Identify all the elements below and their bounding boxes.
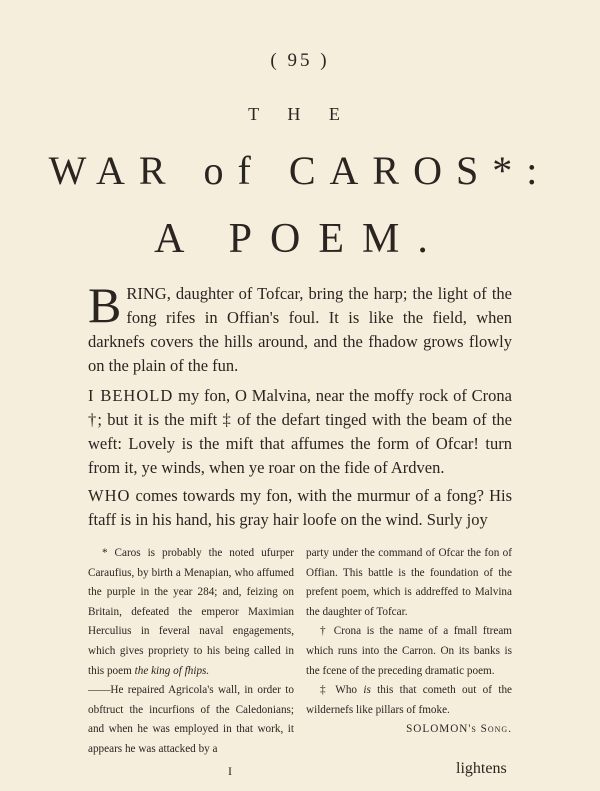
paragraph-3-lead: WHO bbox=[88, 486, 131, 505]
page-number: ( 95 ) bbox=[270, 50, 330, 71]
paragraph-2-text-a: my fon, O Malvina, near the moffy rock of Crona bbox=[173, 386, 512, 405]
paragraph-2-text-c: of the defart tinged with the beam of the weft: Lovely is the mift that affumes the form of Ofcar! turn from it, ye winds, when ye roar on the fide of Ardven. bbox=[88, 410, 512, 477]
poem-title-footnote-mark: *: bbox=[492, 148, 552, 193]
dagger-mark: † bbox=[88, 410, 98, 429]
footnote-mist-a: ‡ Who bbox=[320, 684, 364, 697]
paragraph-2 bbox=[88, 384, 512, 480]
poem-title bbox=[0, 147, 600, 194]
footnote-crona: † Crona is the name of a fmall ftream which runs into the Carron. On its banks is the fcene of the preceding dramatic poem. bbox=[306, 625, 512, 677]
footnotes-left-column bbox=[88, 544, 294, 760]
footnote-caros-end: party under the command of Ofcar the fon of Offian. This battle is the foundation of the prefent poem, which is addreffed to Malvina the daughter of Tofcar. bbox=[306, 547, 512, 618]
paragraph-3 bbox=[88, 484, 512, 532]
drop-cap: B bbox=[88, 277, 122, 333]
double-dagger-mark: ‡ bbox=[222, 410, 232, 429]
paragraph-2-lead: I BEHOLD bbox=[88, 386, 174, 405]
paragraph-1 bbox=[88, 277, 512, 378]
poem-title-text: WAR of CAROS bbox=[48, 148, 493, 193]
signature-mark: I bbox=[228, 764, 232, 778]
footnote-mist-b: this that cometh out of the wildernefs like pillars of fmoke. bbox=[306, 684, 513, 716]
heading-the: T H E bbox=[248, 104, 352, 124]
footnotes bbox=[88, 544, 512, 760]
footnote-citation: SOLOMON's Song. bbox=[406, 723, 512, 736]
paragraph-1-text: RING, daughter of Tofcar, bring the harp; the light of the fong rifes in Offian's foul. It is like the field, when darknefs covers the hills around, and the fhadow grows flowly on the plain of the fun. bbox=[88, 284, 512, 375]
poem-subtitle: A POEM. bbox=[154, 216, 446, 262]
footnote-caros-continued: ——He repaired Agricola's wall, in order to obftruct the incurfions of the Caledonians; and when he was employed in that work, it appears he was attacked by a bbox=[88, 684, 294, 755]
footnote-caros bbox=[88, 544, 294, 681]
footnote-caros-text: * Caros is probably the noted ufurper Caraufius, by birth a Menapian, who affumed the purple in the year 284; and, feizing on Britain, defeated the emperor Maximian Herculius in feveral naval engagements, which gives propriety to his being called in this poem bbox=[88, 547, 294, 677]
footnote-caros-italic: the king of fhips. bbox=[134, 664, 210, 677]
footnotes-right-column bbox=[306, 544, 512, 760]
footnote-mist-italic: is bbox=[363, 684, 371, 697]
paragraph-2-text-b: ; but it is the mift bbox=[97, 410, 223, 429]
footnote-mist bbox=[306, 681, 512, 720]
paragraph-3-text: comes towards my fon, with the murmur of a fong? His ftaff is in his hand, his gray hair loofe on the wind. Surly joy bbox=[88, 486, 512, 529]
catchword: lightens bbox=[456, 760, 507, 777]
